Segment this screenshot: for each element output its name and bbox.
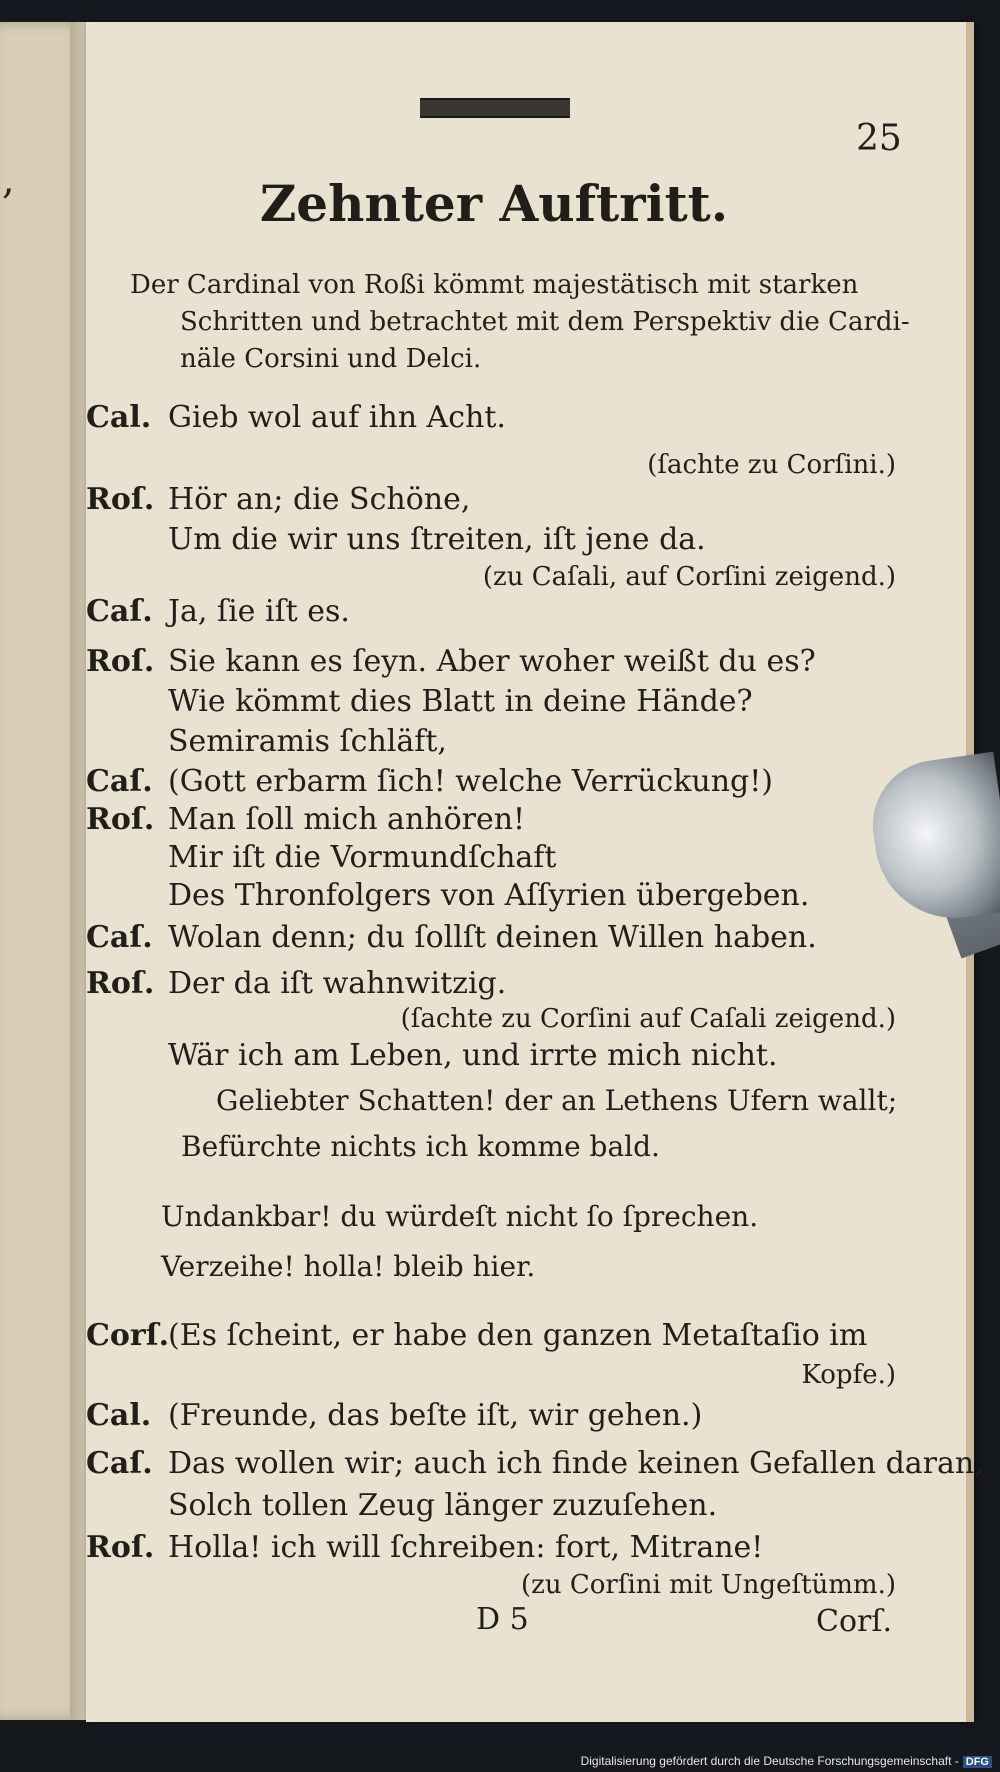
speaker-name: Roſ. bbox=[86, 802, 155, 837]
dfg-logo: DFG bbox=[963, 1756, 992, 1768]
speaker-name: Roſ. bbox=[86, 966, 155, 1001]
dialogue-text: (Freunde, das beſte iſt, wir gehen.) bbox=[168, 1398, 703, 1433]
dialogue-text: Des Thronfolgers von Aſſyrien übergeben. bbox=[168, 878, 810, 913]
dialogue-line bbox=[86, 684, 886, 719]
dialogue-line bbox=[86, 1530, 886, 1565]
dialogue-line bbox=[86, 1318, 886, 1353]
dialogue-line bbox=[86, 400, 886, 435]
speaker-name: Caſ. bbox=[86, 594, 153, 629]
dialogue-text: Ja, ſie iſt es. bbox=[168, 594, 350, 629]
dialogue-line bbox=[86, 482, 886, 517]
dialogue-line bbox=[86, 802, 886, 837]
speaker-name: Roſ. bbox=[86, 482, 155, 517]
dialogue-line bbox=[86, 522, 886, 557]
speaker-name: Cal. bbox=[86, 1398, 152, 1433]
dialogue-text: Sie kann es ſeyn. Aber woher weißt du es? bbox=[168, 644, 816, 679]
dialogue-text: Das wollen wir; auch ich finde keinen Gefallen daran, bbox=[168, 1446, 984, 1481]
dialogue-line bbox=[86, 644, 886, 679]
dialogue-line bbox=[86, 840, 886, 875]
dialogue-line bbox=[86, 1446, 984, 1481]
speaker-name: Roſ. bbox=[86, 644, 155, 679]
catchword: Corſ. bbox=[816, 1604, 892, 1639]
stage-aside: (ſachte zu Corſini auf Caſali zeigend.) bbox=[400, 1004, 896, 1034]
dialogue-text: Holla! ich will ſchreiben: fort, Mitrane! bbox=[168, 1530, 764, 1565]
dialogue-text: Wolan denn; du ſollſt deinen Willen haben. bbox=[168, 920, 817, 955]
dialogue-line bbox=[86, 724, 886, 759]
book-page bbox=[86, 22, 984, 1722]
dialogue-text: Semiramis ſchläft, bbox=[168, 724, 447, 759]
dialogue-line bbox=[86, 764, 886, 799]
dialogue-line bbox=[86, 594, 886, 629]
dialogue-text: Wär ich am Leben, und irrte mich nicht. bbox=[168, 1038, 778, 1073]
dialogue-text: Mir iſt die Vormundſchaft bbox=[168, 840, 557, 875]
signature-mark: D 5 bbox=[476, 1602, 529, 1637]
verse-quote-line: Undankbar! du würdeſt nicht ſo ſprechen. bbox=[161, 1200, 759, 1233]
dialogue-line bbox=[86, 1398, 886, 1433]
dialogue-text: Wie kömmt dies Blatt in deine Hände? bbox=[168, 684, 753, 719]
dialogue-text: Der da iſt wahnwitzig. bbox=[168, 966, 507, 1001]
verse-quote-line: Verzeihe! holla! bleib hier. bbox=[161, 1250, 536, 1283]
bleed-mark: , bbox=[2, 157, 15, 203]
footer-credit bbox=[581, 1754, 992, 1768]
stage-aside: Kopfe.) bbox=[801, 1360, 896, 1390]
dialogue-text: (Gott erbarm ſich! welche Verrückung!) bbox=[168, 764, 773, 799]
dialogue-line bbox=[86, 1038, 886, 1073]
verse-quote-line: Befürchte nichts ich komme bald. bbox=[181, 1130, 660, 1163]
speaker-name: Caſ. bbox=[86, 764, 153, 799]
speaker-name: Cal. bbox=[86, 400, 152, 435]
speaker-name: Roſ. bbox=[86, 1530, 155, 1565]
page-number: 25 bbox=[856, 118, 902, 159]
dialogue-text: (Es ſcheint, er habe den ganzen Metaſtaſio im bbox=[168, 1318, 868, 1353]
dialogue-text: Hör an; die Schöne, bbox=[168, 482, 471, 517]
dialogue-text: Um die wir uns ſtreiten, iſt jene da. bbox=[168, 522, 706, 557]
verse-quote-line: Geliebter Schatten! der an Lethens Ufern wallt; bbox=[216, 1084, 898, 1117]
scene-title: Zehnter Auftritt. bbox=[259, 174, 729, 233]
footer-credit-text: Digitalisierung gefördert durch die Deutsche Forschungsgemeinschaft - bbox=[580, 1754, 959, 1768]
dialogue-text: Gieb wol auf ihn Acht. bbox=[168, 400, 506, 435]
dialogue-line bbox=[86, 878, 886, 913]
dialogue-line bbox=[86, 1488, 886, 1523]
speaker-name: Caſ. bbox=[86, 920, 153, 955]
dialogue-text: Man ſoll mich anhören! bbox=[168, 802, 526, 837]
dialogue-line bbox=[86, 966, 886, 1001]
dialogue-text: Solch tollen Zeug länger zuzuſehen. bbox=[168, 1488, 718, 1523]
stage-aside: (zu Corſini mit Ungeſtümm.) bbox=[521, 1570, 896, 1600]
stage-aside: (ſachte zu Corſini.) bbox=[647, 450, 896, 480]
stage-direction: Der Cardinal von Roßi kömmt majestätisch mit starken Schritten und betrachtet mit dem Perspektiv die Cardi- näle Corsini und Delci. bbox=[130, 270, 910, 374]
stage-aside: (zu Caſali, auf Corſini zeigend.) bbox=[482, 562, 896, 592]
dialogue-line bbox=[86, 920, 886, 955]
ornament-rule bbox=[420, 98, 570, 118]
speaker-name: Caſ. bbox=[86, 1446, 153, 1481]
speaker-name: Corſ. bbox=[86, 1318, 170, 1353]
